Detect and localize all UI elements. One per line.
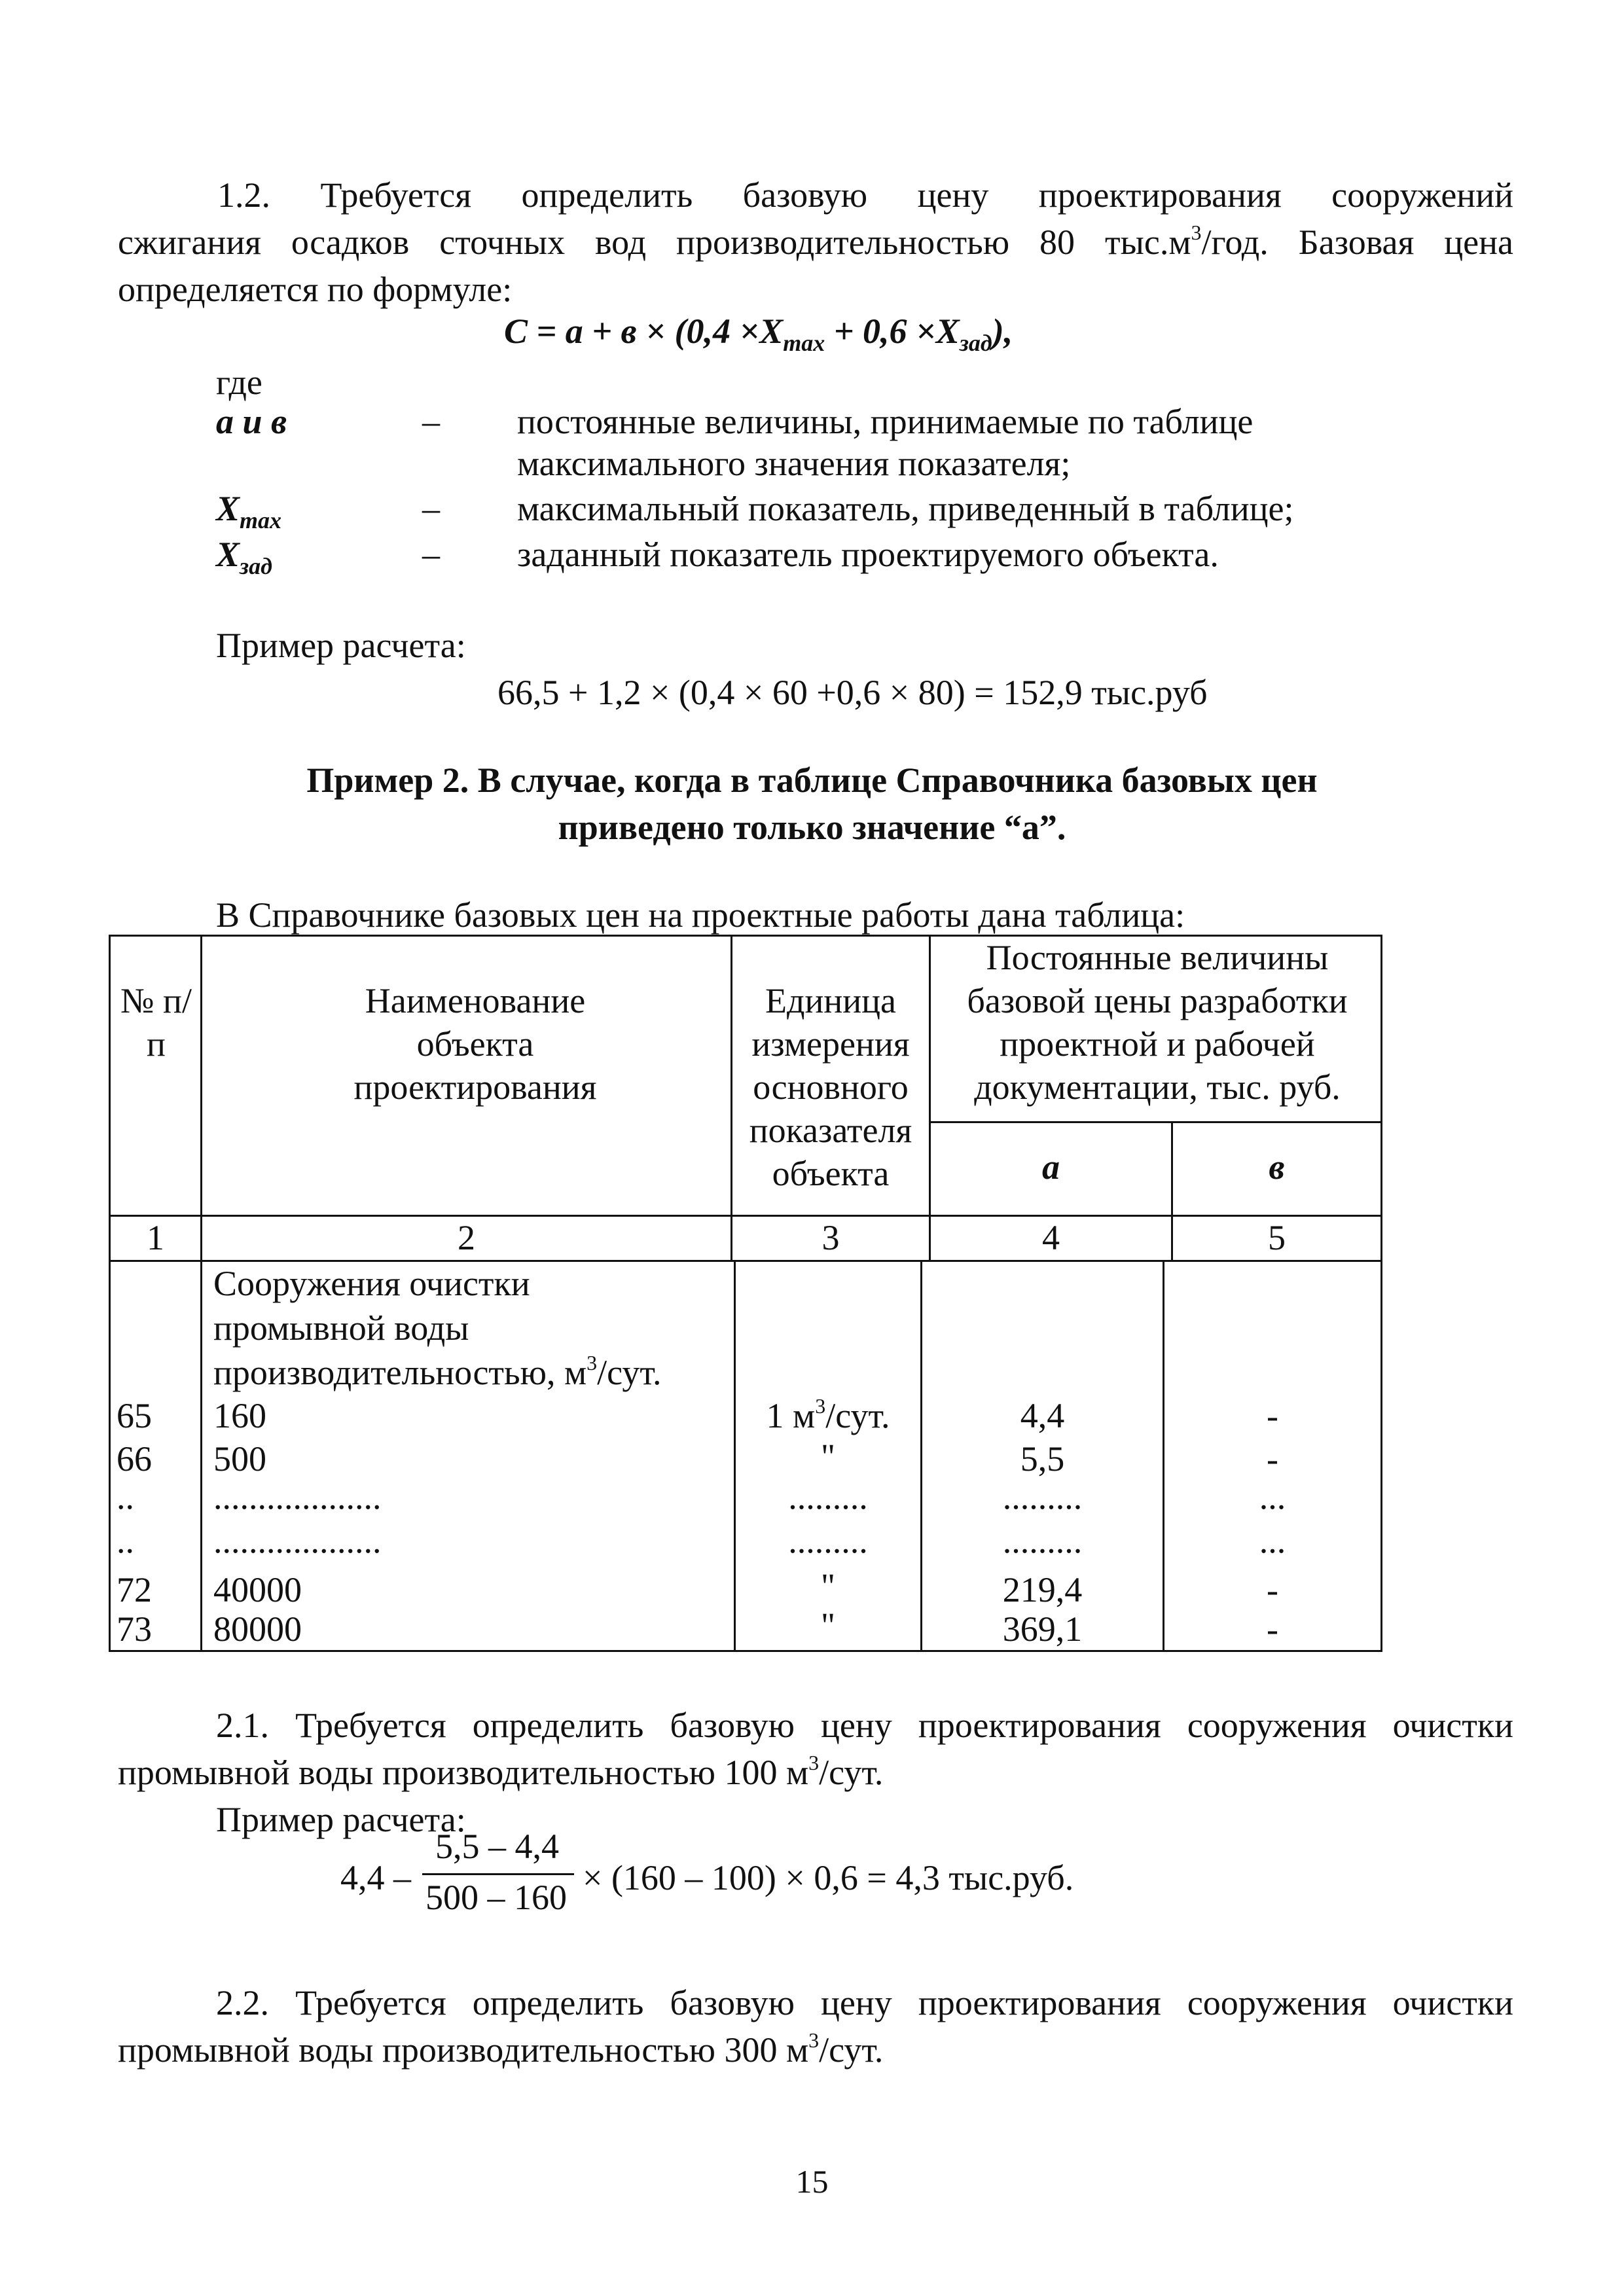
col-num-5: 5 (1268, 1218, 1286, 1257)
header-object-name: Наименование объекта проектирования (353, 981, 597, 1107)
header-number: № п/п (120, 981, 192, 1064)
col-num-3: 3 (821, 1218, 840, 1257)
col-num-2: 2 (458, 1218, 475, 1257)
example-calc-1: 66,5 + 1,2 × (0,4 × 60 +0,6 × 80) = 152,9 тыс.руб (497, 673, 1208, 712)
para-1-2-line1: 1.2. Требуется определить базовую цену проектирования сооружений (217, 175, 1513, 215)
table-intro: В Справочнике базовых цен на проектные работы дана таблица: (216, 895, 1185, 935)
header-constants: Постоянные величины базовой цены разработки проектной и рабочей документации, тыс. руб. (967, 938, 1348, 1107)
example-2-heading-line1: Пример 2. В случае, когда в таблице Справочника базовых цен (306, 761, 1318, 800)
definition-xzad: $X_{зад}$ – заданный показатель проектируемого объекта. (216, 535, 1219, 579)
price-formula: $C = a + в \times (0,4 \times X_{max} + 0,6 \times X_{зад})$, (504, 312, 1013, 356)
para-1-2-line2: сжигания осадков сточных вод производительностью 80 $тыс.м^3$/год. Базовая цена (118, 221, 1513, 262)
para-2-1-line1: 2.1. Требуется определить базовую цену проектирования сооружения очистки (216, 1706, 1513, 1745)
document-page: 1.2. Требуется определить базовую цену проектирования сооружений сжигания осадков сточных вод производительностью 80 $тыс.м^3$/год. Базовая цена определяется по формуле: $C = a + в \times (0,4 \times X_{max} + 0,6 \times X_{зад})$, где a и в – постоянные величины, принимаемые по таблице максимального значения показателя; $X_{max}$ – максимальный показатель, приведенный в таблице; $X_{зад}$ – заданный показатель проектируемого объекта. Пример расчета: 66,5 + 1,2 × (0,4 × 60 +0,6 × 80) = 152,9 тыс.руб Пример 2. В случае, когда в таблице Справочника базовых цен приведено только значение “а”. В Справочнике базовых цен на проектные работы дана таблица: № п/п Наименование объекта проектирования Единица измерения основного показателя объекта Постоянные величины базовой цены разработки проектной и рабочей документации, тыс. руб. а в 1 2 3 4 5 Сооружения очистки промывной воды производительностью, $м^3$/сут. 65 160 1 $м^3$/сут. 4,4 - 66 500 " 5,5 - .. ................... ......... ......... ... .. ................... ......... ......... ... 72 40000 " 219,4 - 73 80000 " 369,1 - 2.1. Требуется определить базовую цену проектирования сооружения очистки промывной воды производительностью 100 $м^3$/сут. Пример расчета: 4,4 – 5,5 – 4,4 500 – 160 × (160 – 100) × 0,6 = 4,3 тыс.руб. 2.2. Требуется определить базовую цену проектирования сооружения очистки промывной воды производительностью 300 $м^3$/сут. 15 (0, 0, 1624, 2296)
group-title: промывной воды (213, 1308, 469, 1348)
group-title: производительностью, $м^3$/сут. (213, 1351, 662, 1392)
base-price-table: № п/п Наименование объекта проектирования Единица измерения основного показателя объекта Постоянные величины базовой цены разработки проектной и рабочей документации, тыс. руб. а в 1 2 3 4 5 Сооружения очистки промывной воды производительностью, $м^3$/сут. 65 160 1 $м^3$/сут. 4,4 - 66 500 " 5,5 - .. ................... ......... ......... ... .. ................... ......... ......... ... 72 40000 " 219,4 - 73 80000 " 369,1 - (109, 935, 1382, 1652)
para-2-2-line1: 2.2. Требуется определить базовую цену проектирования сооружения очистки (216, 1983, 1513, 2022)
header-unit: Единица измерения основного показателя объекта (749, 981, 912, 1193)
header-a: а (1042, 1147, 1060, 1187)
para-2-2-line2: промывной воды производительностью 300 $м^3$/сут. (118, 2028, 884, 2070)
header-b: в (1269, 1147, 1285, 1187)
definition-a-b: a и в – постоянные величины, принимаемые по таблице максимального значения показателя; (216, 402, 1254, 483)
example-label-1: Пример расчета: (216, 626, 466, 665)
group-title: Сооружения очистки (213, 1264, 530, 1303)
definition-xmax: $X_{max}$ – максимальный показатель, приведенный в таблице; (216, 489, 1294, 533)
para-1-2-line3: определяется по формуле: (118, 270, 513, 309)
col-num-4: 4 (1042, 1218, 1060, 1257)
example-label-2: Пример расчета: (216, 1800, 466, 1839)
where-label: где (216, 363, 262, 402)
example-2-heading-line2: приведено только значение “а”. (558, 808, 1066, 847)
para-2-1-line2: промывной воды производительностью 100 $м^3$/сут. (118, 1751, 884, 1792)
col-num-1: 1 (147, 1218, 164, 1257)
page-number: 15 (795, 2163, 829, 2200)
